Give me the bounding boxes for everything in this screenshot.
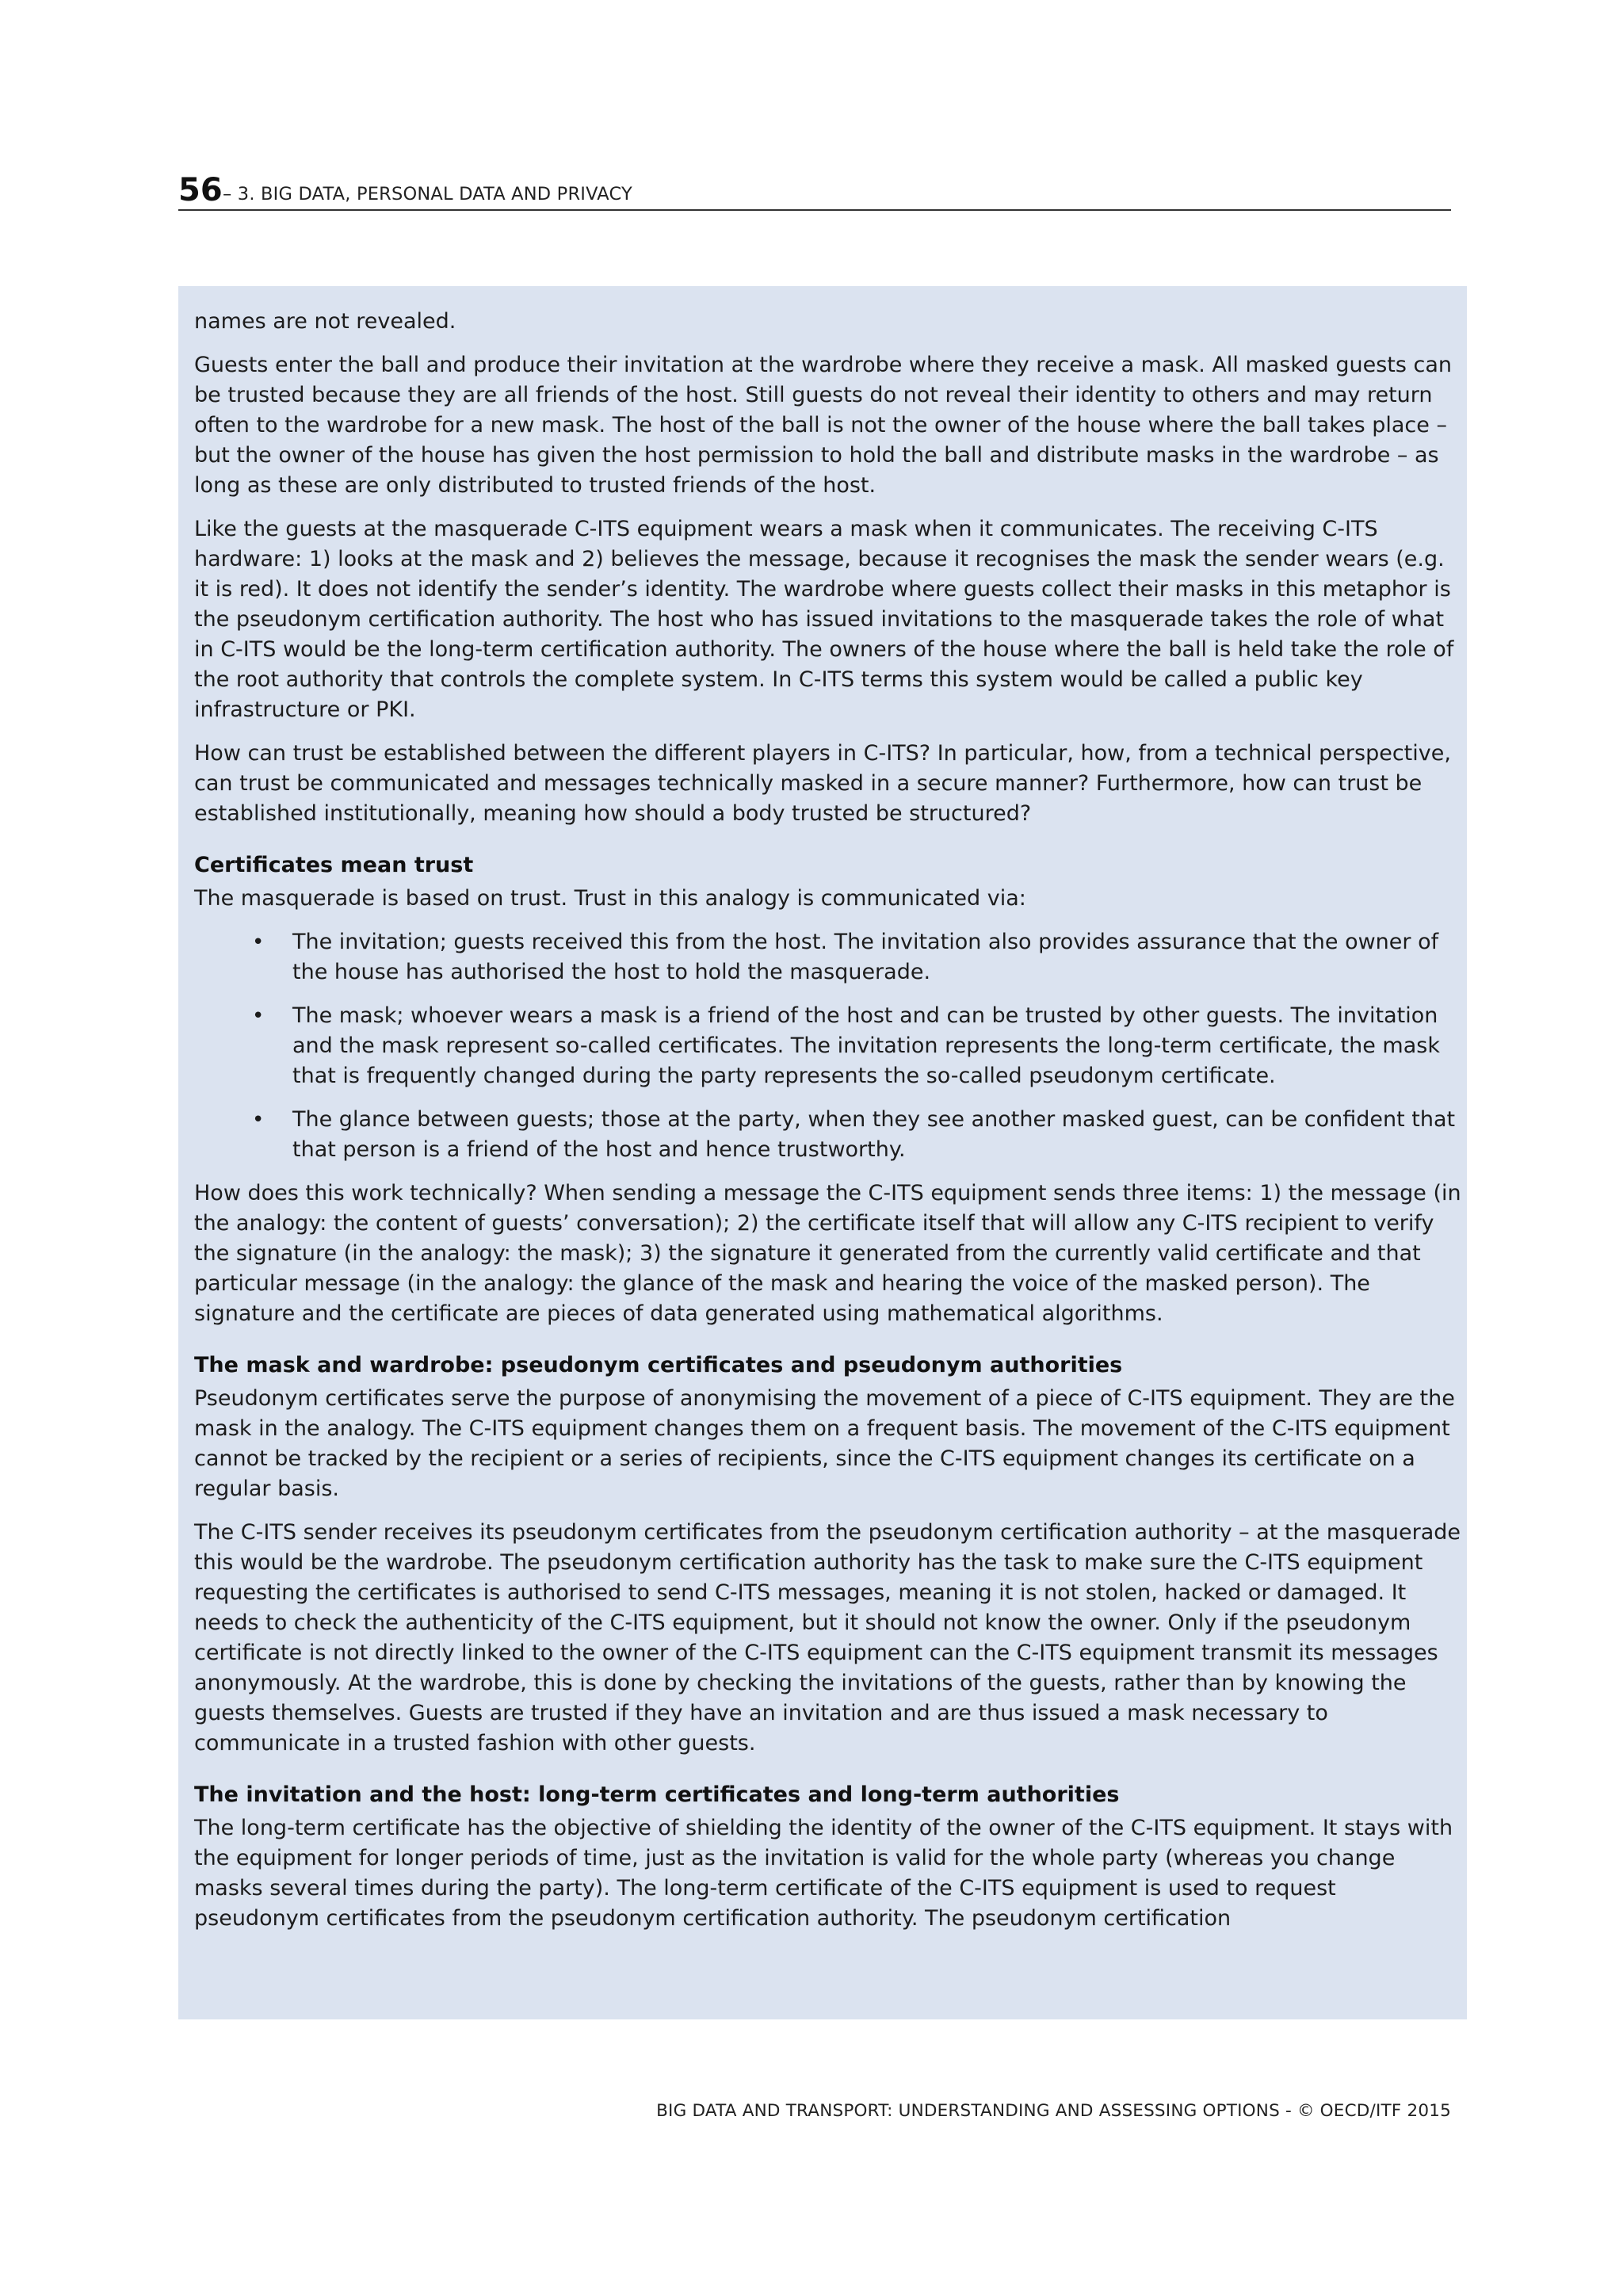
- page-header: [178, 171, 1451, 211]
- section-heading-mask-wardrobe: The mask and wardrobe: pseudonym certificates and pseudonym authorities: [194, 1353, 1123, 1377]
- bullet-list: [194, 927, 1462, 1165]
- bullet-icon: •: [252, 1004, 265, 1028]
- paragraph: Guests enter the ball and produce their invitation at the wardrobe where they receive a mask. All masked guests can be trusted because they are all friends of the host. Still guests do not reveal their identity to others and may return often to the wardrobe for a new mask. The host of the ball is not the owner of the house where the ball takes place – but the owner of the house has given the host permission to hold the ball and distribute masks in the wardrobe – as long as these are only distributed to trusted friends of the host.: [194, 353, 1453, 498]
- paragraph: Pseudonym certificates serve the purpose of anonymising the movement of a piece of C-ITS equipment. They are the mask in the analogy. The C-ITS equipment changes them on a frequent basis. The movement of the C-ITS equipment cannot be tracked by the recipient or a series of recipients, since the C-ITS equipment changes its certificate on a regular basis.: [194, 1386, 1455, 1501]
- bullet-icon: •: [252, 930, 265, 954]
- paragraph: How can trust be established between the different players in C-ITS? In particular, how, from a technical perspective, can trust be communicated and messages technically masked in a secure manner? Furthermore, how can trust be established institutionally, meaning how should a body trusted be structured?: [194, 741, 1451, 826]
- box-content: [194, 307, 1462, 1947]
- list-item: [194, 1105, 1462, 1165]
- page-footer: BIG DATA AND TRANSPORT: UNDERSTANDING AND ASSESSING OPTIONS - © OECD/ITF 2015: [656, 2101, 1451, 2121]
- section-heading-invitation-host: The invitation and the host: long-term certificates and long-term authorities: [194, 1782, 1120, 1807]
- paragraph: names are not revealed.: [194, 309, 456, 334]
- list-item-text: The invitation; guests received this from the host. The invitation also provides assurance that the owner of the house has authorised the host to hold the masquerade.: [292, 930, 1439, 984]
- list-item: [194, 927, 1462, 988]
- list-item-text: The glance between guests; those at the party, when they see another masked guest, can be confident that that person is a friend of the host and hence trustworthy.: [292, 1107, 1456, 1162]
- shaded-text-box: [178, 286, 1467, 2019]
- running-head: – 3. BIG DATA, PERSONAL DATA AND PRIVACY: [223, 184, 632, 204]
- paragraph: How does this work technically? When sending a message the C-ITS equipment sends three items: 1) the message (in the analogy: the content of guests’ conversation); 2) the certificate itself that will allow any C-ITS recipient to verify the signature (in the analogy: the mask); 3) the signature it generated from the currently valid certificate and that particular message (in the analogy: the glance of the mask and hearing the voice of the masked person). The signature and the certificate are pieces of data generated using mathematical algorithms.: [194, 1181, 1461, 1326]
- paragraph: Like the guests at the masquerade C-ITS equipment wears a mask when it communicates. The receiving C-ITS hardware: 1) looks at the mask and 2) believes the message, because it recognises the mask the sender wears (e.g. it is red). It does not identify the sender’s identity. The wardrobe where guests collect their masks in this metaphor is the pseudonym certification authority. The host who has issued invitations to the masquerade takes the role of what in C-ITS would be the long-term certification authority. The owners of the house where the ball is held take the role of the root authority that controls the complete system. In C-ITS terms this system would be called a public key infrastructure or PKI.: [194, 517, 1454, 722]
- paragraph: The C-ITS sender receives its pseudonym certificates from the pseudonym certification authority – at the masquerade this would be the wardrobe. The pseudonym certification authority has the task to make sure the C-ITS equipment requesting the certificates is authorised to send C-ITS messages, meaning it is not stolen, hacked or damaged. It needs to check the authenticity of the C-ITS equipment, but it should not know the owner. Only if the pseudonym certificate is not directly linked to the owner of the C-ITS equipment can the C-ITS equipment transmit its messages anonymously. At the wardrobe, this is done by checking the invitations of the guests, rather than by knowing the guests themselves. Guests are trusted if they have an invitation and are thus issued a mask necessary to communicate in a trusted fashion with other guests.: [194, 1520, 1461, 1755]
- section-heading-certificates: Certificates mean trust: [194, 853, 474, 877]
- list-item-text: The mask; whoever wears a mask is a friend of the host and can be trusted by other guests. The invitation and the mask represent so-called certificates. The invitation represents the long-term certificate, the mask that is frequently changed during the party represents the so-called pseudonym certificate.: [292, 1003, 1440, 1088]
- paragraph: The masquerade is based on trust. Trust in this analogy is communicated via:: [194, 886, 1026, 911]
- bullet-icon: •: [252, 1108, 265, 1132]
- list-item: [194, 1001, 1462, 1091]
- paragraph: The long-term certificate has the objective of shielding the identity of the owner of the C-ITS equipment. It stays with the equipment for longer periods of time, just as the invitation is valid for the whole party (whereas you change masks several times during the party). The long-term certificate of the C-ITS equipment is used to request pseudonym certificates from the pseudonym certification authority. The pseudonym certification: [194, 1816, 1453, 1931]
- page-number: 56: [178, 172, 223, 208]
